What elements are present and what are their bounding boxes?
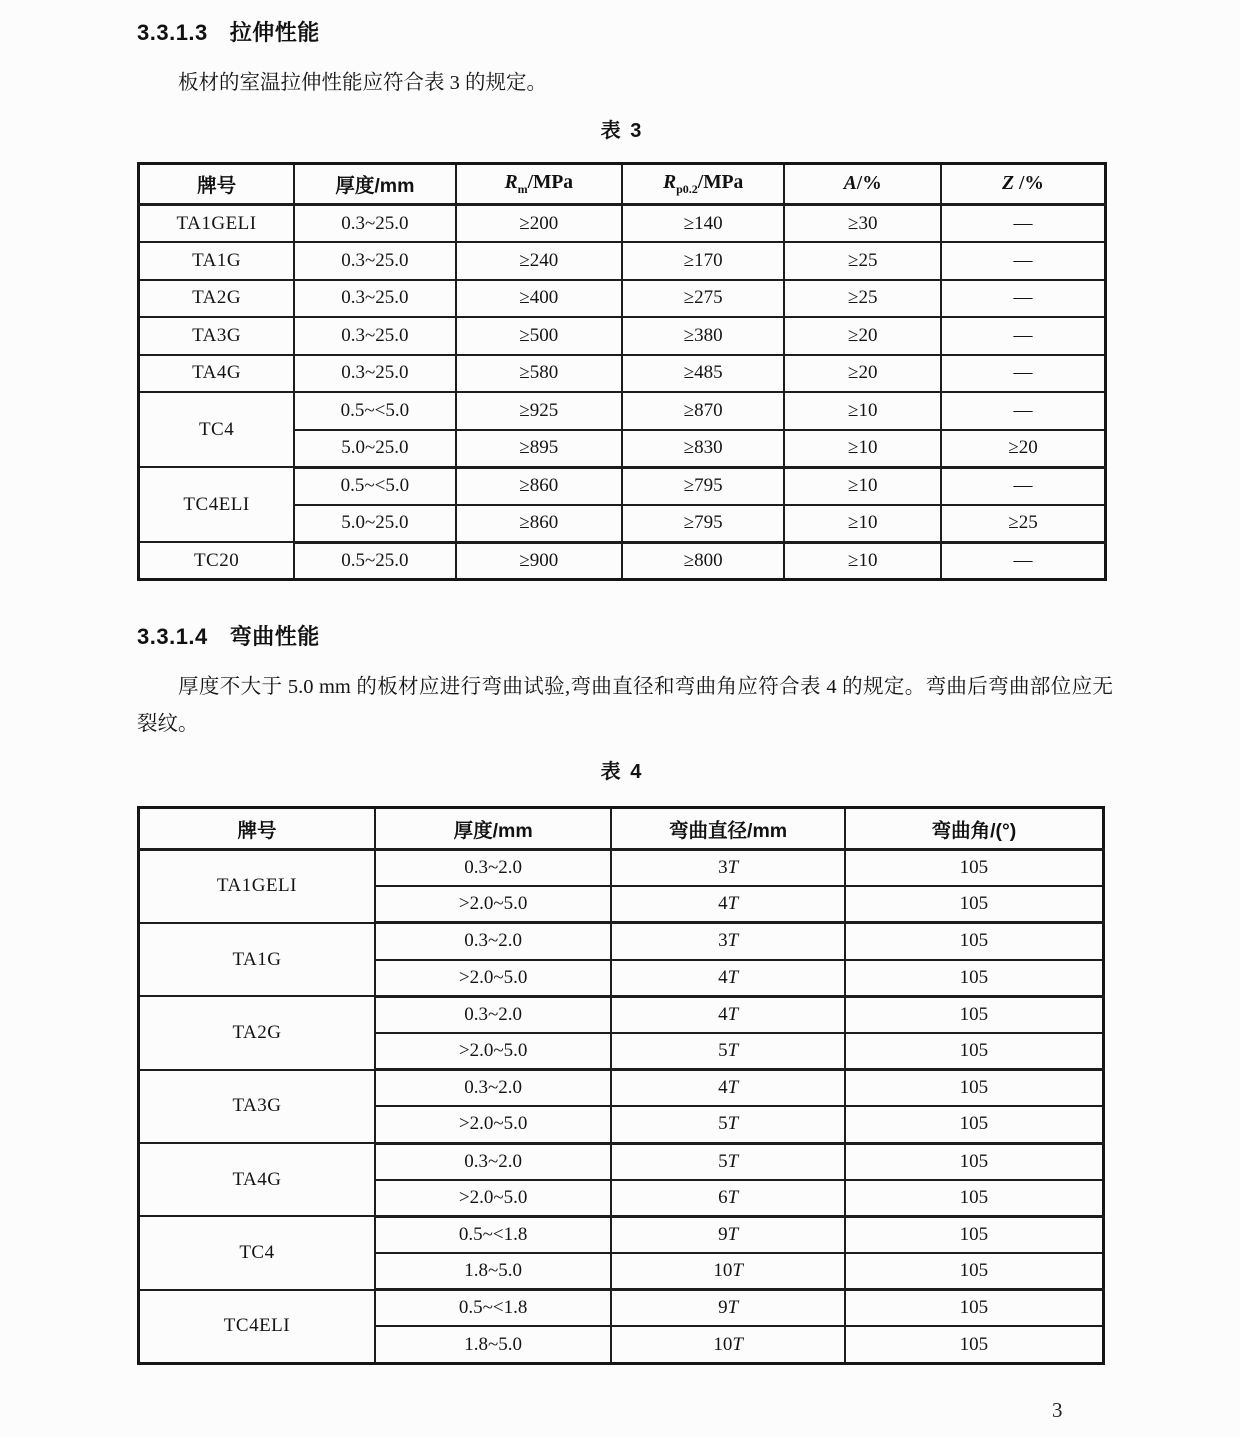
thickness-cell: 0.5~<5.0 (294, 392, 455, 430)
table3-header-grade: 牌号 (139, 164, 295, 205)
bend-diameter-cell: 4T (611, 886, 845, 923)
table-row (139, 242, 1106, 280)
table-row (139, 1143, 1104, 1180)
table4-caption: 表 4 (600, 761, 644, 783)
bend-diameter-cell: 4T (611, 960, 845, 997)
table4-header-thickness: 厚度/mm (375, 808, 611, 850)
t-symbol: T (727, 1186, 739, 1208)
table-row (139, 280, 1106, 318)
bend-diameter-cell: 10T (611, 1326, 845, 1363)
thickness-cell: 0.3~2.0 (375, 850, 611, 887)
section-number: 3.3.1.4 (137, 624, 208, 649)
table3-header-thickness: 厚度/mm (294, 164, 455, 205)
table-row (139, 1216, 1104, 1253)
rp-cell: ≥800 (622, 542, 784, 580)
grade-cell: TA1G (139, 923, 375, 996)
bending-paragraph: 厚度不大于 5.0 mm 的板材应进行弯曲试验,弯曲直径和弯曲角应符合表 4 的规定。弯曲后弯曲部位应无裂纹。 (137, 675, 1113, 735)
section-heading-bending (137, 620, 320, 651)
bend-diameter-cell: 5T (611, 1143, 845, 1180)
z-cell: — (941, 392, 1105, 430)
table-row (139, 996, 1104, 1033)
rp-cell: ≥275 (622, 280, 784, 318)
thickness-cell: 0.3~25.0 (294, 280, 455, 318)
grade-cell: TA4G (139, 1143, 375, 1216)
thickness-cell: 5.0~25.0 (294, 430, 455, 468)
rp-cell: ≥380 (622, 317, 784, 355)
z-cell: — (941, 242, 1105, 280)
table4-header-bend-diameter: 弯曲直径/mm (611, 808, 845, 850)
rm-cell: ≥400 (456, 280, 622, 318)
z-cell: — (941, 205, 1105, 243)
rp-cell: ≥795 (622, 505, 784, 543)
table3-header-rm: $R_m$/MPa (456, 164, 622, 205)
table-row (139, 317, 1106, 355)
thickness-cell: 0.3~2.0 (375, 923, 611, 960)
thickness-cell: 1.8~5.0 (375, 1326, 611, 1363)
rm-cell: ≥240 (456, 242, 622, 280)
a-cell: ≥30 (784, 205, 941, 243)
thickness-cell: 0.5~25.0 (294, 542, 455, 580)
t-symbol: T (727, 1297, 739, 1319)
a-cell: ≥10 (784, 542, 941, 580)
grade-cell: TA2G (139, 280, 295, 318)
bend-angle-cell: 105 (845, 1290, 1104, 1327)
table-row (139, 1290, 1104, 1327)
table-row (139, 355, 1106, 393)
bend-angle-cell: 105 (845, 1253, 1104, 1290)
thickness-cell: 0.5~<1.8 (375, 1216, 611, 1253)
rm-cell: ≥860 (456, 505, 622, 543)
bend-diameter-cell: 10T (611, 1253, 845, 1290)
table3-header-reduction: Z /% (941, 164, 1105, 205)
t-symbol: T (727, 1223, 739, 1245)
section-title: 弯曲性能 (229, 624, 320, 649)
z-cell: — (941, 317, 1105, 355)
rm-cell: ≥925 (456, 392, 622, 430)
t-symbol: T (732, 1260, 743, 1282)
thickness-cell: 5.0~25.0 (294, 505, 455, 543)
table-row (139, 923, 1104, 960)
thickness-cell: 0.3~2.0 (375, 1143, 611, 1180)
bend-angle-cell: 105 (845, 1216, 1104, 1253)
grade-cell: TC4ELI (139, 467, 295, 542)
rm-cell: ≥860 (456, 467, 622, 505)
a-cell: ≥10 (784, 505, 941, 543)
grade-cell: TC4 (139, 392, 295, 467)
rp-cell: ≥140 (622, 205, 784, 243)
rp-cell: ≥170 (622, 242, 784, 280)
bend-angle-cell: 105 (845, 1326, 1104, 1363)
bend-angle-cell: 105 (845, 996, 1104, 1033)
bend-diameter-cell: 9T (611, 1290, 845, 1327)
z-cell: ≥25 (941, 505, 1105, 543)
rp-cell: ≥870 (622, 392, 784, 430)
grade-cell: TA3G (139, 317, 295, 355)
table-row (139, 542, 1106, 580)
grade-cell: TA4G (139, 355, 295, 393)
t-symbol: T (732, 1333, 743, 1355)
table-row (139, 850, 1104, 887)
grade-cell: TA3G (139, 1070, 375, 1143)
rm-cell: ≥500 (456, 317, 622, 355)
rp-cell: ≥795 (622, 467, 784, 505)
rp-cell: ≥830 (622, 430, 784, 468)
t-symbol: T (727, 1077, 739, 1099)
section-title: 拉伸性能 (229, 20, 320, 45)
t-symbol: T (727, 857, 739, 879)
thickness-cell: >2.0~5.0 (375, 1106, 611, 1143)
t-symbol: T (727, 893, 739, 915)
bend-diameter-cell: 3T (611, 923, 845, 960)
z-cell: — (941, 542, 1105, 580)
z-cell: — (941, 467, 1105, 505)
bend-angle-cell: 105 (845, 1180, 1104, 1217)
t-symbol: T (727, 1040, 739, 1062)
table4-header-row (139, 808, 1104, 850)
t-symbol: T (727, 930, 739, 952)
section-heading-tensile (137, 16, 320, 47)
thickness-cell: 0.3~25.0 (294, 205, 455, 243)
table-row (139, 392, 1106, 430)
bend-diameter-cell: 3T (611, 850, 845, 887)
table3-header-row (139, 164, 1106, 205)
grade-cell: TA2G (139, 996, 375, 1069)
z-cell: — (941, 280, 1105, 318)
bend-diameter-cell: 5T (611, 1033, 845, 1070)
table4-header-grade: 牌号 (139, 808, 375, 850)
bend-diameter-cell: 6T (611, 1180, 845, 1217)
thickness-cell: >2.0~5.0 (375, 1180, 611, 1217)
grade-cell: TA1G (139, 242, 295, 280)
t-symbol: T (727, 1003, 739, 1025)
bend-diameter-cell: 4T (611, 996, 845, 1033)
thickness-cell: 0.3~25.0 (294, 242, 455, 280)
grade-cell: TC20 (139, 542, 295, 580)
bending-properties-table (137, 806, 1105, 1365)
bend-angle-cell: 105 (845, 923, 1104, 960)
bend-angle-cell: 105 (845, 886, 1104, 923)
bend-angle-cell: 105 (845, 1033, 1104, 1070)
table3-header-elongation: A/% (784, 164, 941, 205)
a-cell: ≥25 (784, 242, 941, 280)
grade-cell: TC4ELI (139, 1290, 375, 1363)
thickness-cell: >2.0~5.0 (375, 886, 611, 923)
rm-cell: ≥200 (456, 205, 622, 243)
thickness-cell: 0.3~2.0 (375, 996, 611, 1033)
thickness-cell: >2.0~5.0 (375, 1033, 611, 1070)
table3-caption: 表 3 (600, 120, 644, 142)
table4-header-bend-angle: 弯曲角/(°) (845, 808, 1104, 850)
section-number: 3.3.1.3 (137, 20, 208, 45)
table3-header-rp02: $R_{p0.2}$/MPa (622, 164, 784, 205)
grade-cell: TA1GELI (139, 850, 375, 923)
page-number: 3 (1052, 1398, 1063, 1422)
rm-cell: ≥895 (456, 430, 622, 468)
a-cell: ≥10 (784, 392, 941, 430)
table-row (139, 467, 1106, 505)
bend-diameter-cell: 4T (611, 1070, 845, 1107)
z-cell: — (941, 355, 1105, 393)
a-cell: ≥20 (784, 355, 941, 393)
tensile-paragraph: 板材的室温拉伸性能应符合表 3 的规定。 (178, 71, 547, 94)
t-symbol: T (727, 1113, 739, 1135)
thickness-cell: 1.8~5.0 (375, 1253, 611, 1290)
bend-diameter-cell: 5T (611, 1106, 845, 1143)
grade-cell: TC4 (139, 1216, 375, 1289)
rm-cell: ≥900 (456, 542, 622, 580)
bend-angle-cell: 105 (845, 1070, 1104, 1107)
z-cell: ≥20 (941, 430, 1105, 468)
table-row (139, 1070, 1104, 1107)
a-cell: ≥25 (784, 280, 941, 318)
bend-angle-cell: 105 (845, 850, 1104, 887)
tensile-properties-table (137, 162, 1107, 581)
a-cell: ≥10 (784, 430, 941, 468)
thickness-cell: 0.3~25.0 (294, 317, 455, 355)
bend-angle-cell: 105 (845, 1106, 1104, 1143)
thickness-cell: 0.5~<1.8 (375, 1290, 611, 1327)
rp-cell: ≥485 (622, 355, 784, 393)
t-symbol: T (727, 1150, 739, 1172)
table-row (139, 205, 1106, 243)
thickness-cell: 0.3~2.0 (375, 1070, 611, 1107)
thickness-cell: >2.0~5.0 (375, 960, 611, 997)
bend-angle-cell: 105 (845, 960, 1104, 997)
bend-diameter-cell: 9T (611, 1216, 845, 1253)
a-cell: ≥10 (784, 467, 941, 505)
thickness-cell: 0.3~25.0 (294, 355, 455, 393)
a-cell: ≥20 (784, 317, 941, 355)
bend-angle-cell: 105 (845, 1143, 1104, 1180)
t-symbol: T (727, 966, 739, 988)
grade-cell: TA1GELI (139, 205, 295, 243)
thickness-cell: 0.5~<5.0 (294, 467, 455, 505)
rm-cell: ≥580 (456, 355, 622, 393)
